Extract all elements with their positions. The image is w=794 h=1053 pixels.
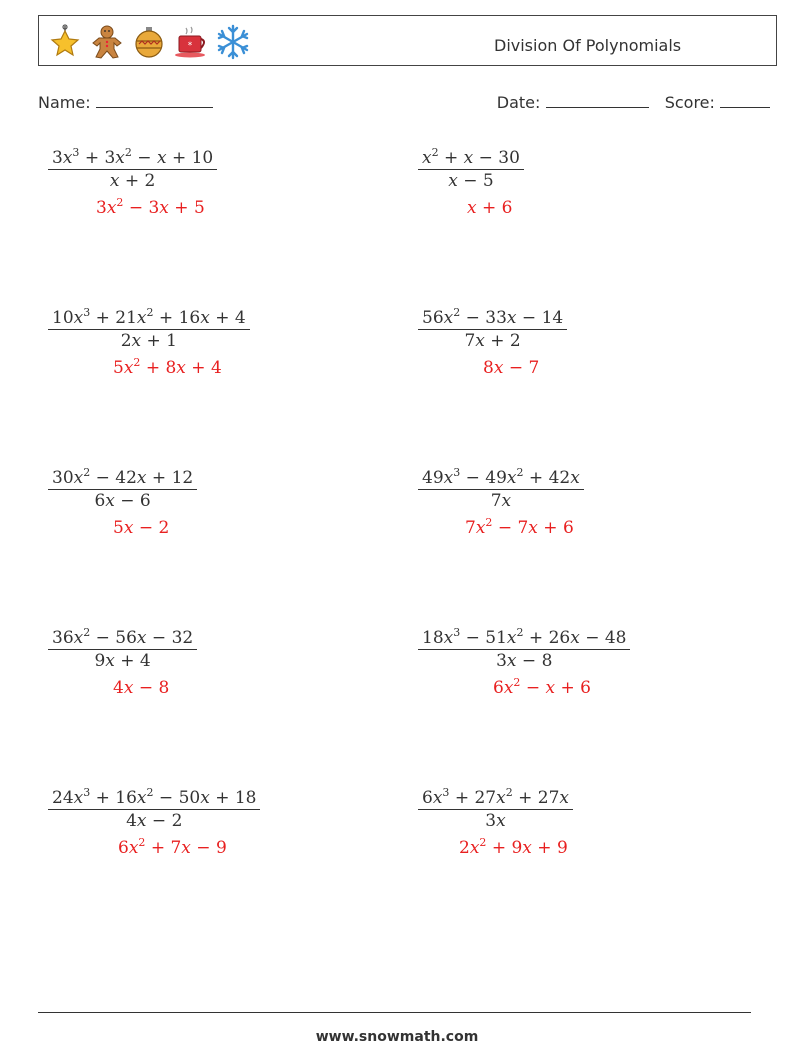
answer: 8x − 7 <box>483 358 540 378</box>
answer: $6x^2 + 7x - 9$ <box>118 836 227 858</box>
numerator: $36x^2 - 56x - 32$ <box>52 626 194 648</box>
problem-6 <box>418 466 584 538</box>
problem-10 <box>418 786 573 858</box>
numerator: $10x^3 + 21x^2 + 16x + 4$ <box>52 306 246 328</box>
numerator: $18x^3 - 51x^2 + 26x - 48$ <box>422 626 627 648</box>
fraction <box>48 307 250 352</box>
problem-5 <box>48 466 197 538</box>
denominator: 9x + 4 <box>48 649 197 672</box>
denominator: x − 5 <box>418 169 524 192</box>
star-ornament-icon <box>47 24 83 60</box>
denominator: 3x − 8 <box>418 649 630 672</box>
date-label: Date: <box>496 93 541 112</box>
svg-text:*: * <box>187 41 193 51</box>
fraction <box>418 147 524 192</box>
answer: $3x^2 - 3x + 5$ <box>96 196 205 218</box>
denominator: 7x <box>418 489 584 512</box>
date-score-fields <box>497 93 770 112</box>
problem-8 <box>418 626 630 698</box>
denominator: 4x − 2 <box>48 809 260 832</box>
fraction <box>48 627 197 672</box>
numerator: $x^2 + x - 30$ <box>422 146 520 168</box>
problem-7 <box>48 626 197 698</box>
fraction <box>418 787 573 832</box>
score-blank[interactable] <box>720 93 770 108</box>
fraction <box>48 787 260 832</box>
numerator: $30x^2 - 42x + 12$ <box>52 466 194 488</box>
gingerbread-man-icon <box>89 24 125 60</box>
fraction <box>48 147 217 192</box>
answer: $6x^2 - x + 6$ <box>493 676 591 698</box>
answer: $2x^2 + 9x + 9$ <box>459 836 568 858</box>
snowflake-icon <box>215 24 251 60</box>
denominator: 2x + 1 <box>48 329 250 352</box>
fraction <box>48 467 197 512</box>
denominator: 6x − 6 <box>48 489 197 512</box>
problem-4 <box>418 306 567 378</box>
date-blank[interactable] <box>546 93 649 108</box>
denominator: x + 2 <box>48 169 217 192</box>
problem-1 <box>48 146 217 218</box>
score-label: Score: <box>664 93 715 112</box>
fraction <box>418 467 584 512</box>
answer: x + 6 <box>467 198 513 218</box>
footer-url: www.snowmath.com <box>315 1029 479 1045</box>
problem-9 <box>48 786 260 858</box>
answer: $7x^2 - 7x + 6$ <box>465 516 574 538</box>
denominator: 3x <box>418 809 573 832</box>
worksheet-title: Division Of Polynomials <box>494 36 682 55</box>
numerator: $6x^3 + 27x^2 + 27x$ <box>422 786 569 808</box>
problem-2 <box>418 146 524 218</box>
hot-cocoa-mug-icon <box>173 24 209 60</box>
numerator: $56x^2 - 33x - 14$ <box>422 306 564 328</box>
numerator: $3x^3 + 3x^2 - x + 10$ <box>52 146 214 168</box>
header-icons <box>47 24 251 60</box>
bauble-ornament-icon <box>131 24 167 60</box>
fraction <box>418 307 567 352</box>
worksheet-header <box>38 15 777 66</box>
answer: 4x − 8 <box>113 678 170 698</box>
numerator: $24x^3 + 16x^2 - 50x + 18$ <box>52 786 257 808</box>
name-blank[interactable] <box>96 93 213 108</box>
problem-3 <box>48 306 250 378</box>
numerator: $49x^3 - 49x^2 + 42x$ <box>422 466 580 488</box>
name-field[interactable] <box>38 93 213 112</box>
denominator: 7x + 2 <box>418 329 567 352</box>
answer: 5x − 2 <box>113 518 170 538</box>
answer: $5x^2 + 8x + 4$ <box>113 356 222 378</box>
fraction <box>418 627 630 672</box>
footer-divider <box>38 1012 751 1013</box>
name-label: Name: <box>38 93 91 112</box>
